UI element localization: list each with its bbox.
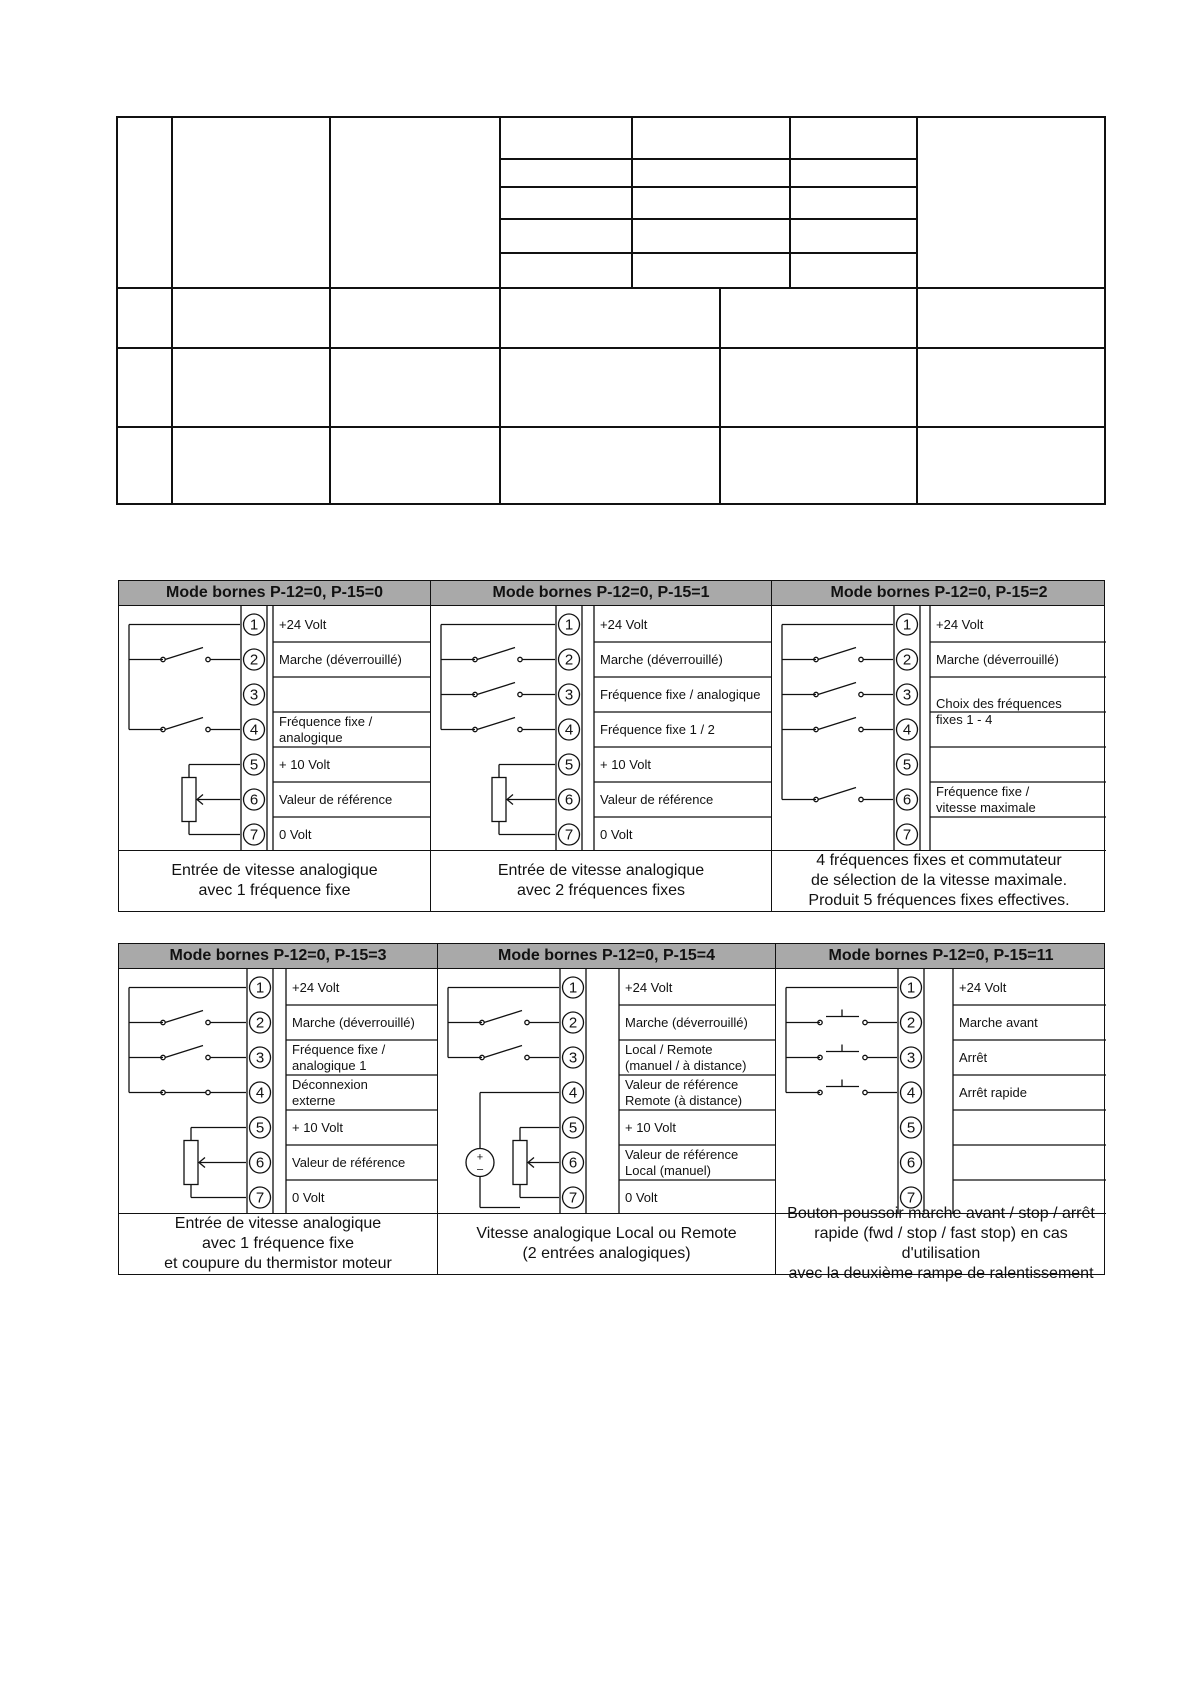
mode-title: Mode bornes P-12=0, P-15=0 <box>119 581 431 605</box>
terminal-label: + 10 Volt <box>625 1119 676 1135</box>
terminal-label: Marche (déverrouillé) <box>292 1014 415 1030</box>
terminal-number: 4 <box>902 721 912 739</box>
terminal-label: Valeur de référence <box>600 791 714 807</box>
switch-lever <box>165 1046 203 1058</box>
terminal-label: + 10 Volt <box>292 1119 343 1135</box>
mode-title: Mode bornes P-12=0, P-15=2 <box>830 584 1048 601</box>
terminal-number: 5 <box>564 756 574 774</box>
terminal-label: Marche (déverrouillé) <box>279 651 402 667</box>
terminal-label: Local / Remote (manuel / à distance) <box>625 1041 747 1073</box>
minus-sign: – <box>476 1163 484 1176</box>
table-cell <box>917 288 1105 348</box>
contact <box>206 657 210 661</box>
terminal-number: 2 <box>255 1014 265 1032</box>
terminal-number: 5 <box>568 1119 578 1137</box>
terminal-number: 1 <box>902 616 912 634</box>
switch-lever <box>484 1046 522 1058</box>
terminal-number: 4 <box>255 1084 265 1102</box>
mode-caption: Vitesse analogique Local ou Remote (2 entrées analogiques) <box>438 1213 775 1274</box>
terminal-number: 1 <box>568 979 578 997</box>
terminal-label: Arrêt rapide <box>959 1084 1027 1100</box>
terminal-label: Fréquence fixe / analogique 1 <box>292 1041 386 1073</box>
contact <box>859 797 863 801</box>
terminal-number: 4 <box>564 721 574 739</box>
table-cell <box>500 219 632 253</box>
terminal-label: Fréquence fixe / analogique <box>279 713 373 745</box>
mode-title: Mode bornes P-12=0, P-15=11 <box>828 947 1054 964</box>
wiring-column <box>119 605 431 911</box>
terminal-number: 3 <box>255 1049 265 1067</box>
contact <box>525 1055 529 1059</box>
table-cell <box>172 288 330 348</box>
terminal-number: 3 <box>568 1049 578 1067</box>
terminal-number: 7 <box>906 1189 916 1207</box>
terminal-label: + 10 Volt <box>600 756 651 772</box>
table-cell <box>172 348 330 426</box>
terminal-label: 0 Volt <box>625 1189 658 1205</box>
contact <box>206 1020 210 1024</box>
table-cell <box>500 348 720 426</box>
wiring-panel-1 <box>118 580 1105 912</box>
potentiometer <box>492 778 506 822</box>
potentiometer <box>184 1141 198 1185</box>
plus-sign: + <box>476 1151 484 1164</box>
table-cell <box>500 117 632 159</box>
contact <box>525 1020 529 1024</box>
terminal-label: +24 Volt <box>292 979 340 995</box>
table-cell <box>790 219 917 253</box>
table-cell <box>632 117 790 159</box>
terminal-number: 3 <box>902 686 912 704</box>
terminal-label: 0 Volt <box>279 826 312 842</box>
mode-caption: Entrée de vitesse analogique avec 2 fréquences fixes <box>431 850 771 911</box>
terminal-number: 7 <box>902 826 912 844</box>
terminal-label: Valeur de référence <box>292 1154 406 1170</box>
mode-caption: Entrée de vitesse analogique avec 1 fréquence fixe et coupure du thermistor moteur <box>119 1213 437 1274</box>
switch-lever <box>818 683 856 695</box>
terminal-label: +24 Volt <box>959 979 1007 995</box>
switch-lever <box>165 1011 203 1023</box>
wiring-column <box>772 605 1106 911</box>
terminal-number: 5 <box>902 756 912 774</box>
contact <box>863 1055 867 1059</box>
terminal-label: +24 Volt <box>600 616 648 632</box>
terminal-label: 0 Volt <box>292 1189 325 1205</box>
terminal-label: Marche (déverrouillé) <box>936 651 1059 667</box>
table-cell <box>330 427 500 504</box>
contact <box>859 727 863 731</box>
terminal-label: Fréquence fixe 1 / 2 <box>600 721 715 737</box>
panel-header-row <box>119 581 1104 606</box>
terminal-label: Choix des fréquences fixes 1 - 4 <box>936 696 1062 727</box>
terminal-label: Valeur de référence <box>279 791 393 807</box>
terminal-number: 2 <box>568 1014 578 1032</box>
terminal-label: Valeur de référence Remote (à distance) <box>625 1076 743 1108</box>
terminal-number: 7 <box>255 1189 265 1207</box>
terminal-label: Fréquence fixe / vitesse maximale <box>936 783 1036 815</box>
terminal-number: 2 <box>906 1014 916 1032</box>
table-cell <box>330 348 500 426</box>
terminal-label: Déconnexion externe <box>292 1076 368 1108</box>
potentiometer <box>513 1141 527 1185</box>
table-cell <box>720 427 917 504</box>
terminal-number: 4 <box>568 1084 578 1102</box>
table-cell <box>500 288 720 348</box>
contact <box>206 1055 210 1059</box>
table-cell <box>917 427 1105 504</box>
terminal-number: 7 <box>568 1189 578 1207</box>
terminal-label: +24 Volt <box>279 616 327 632</box>
terminal-number: 1 <box>249 616 259 634</box>
contact <box>863 1090 867 1094</box>
wiring-column <box>431 605 772 911</box>
terminal-number: 1 <box>255 979 265 997</box>
switch-lever <box>165 648 203 660</box>
wiring-column <box>776 968 1106 1282</box>
contact <box>518 727 522 731</box>
table-cell <box>720 288 917 348</box>
terminal-label: +24 Volt <box>625 979 673 995</box>
terminal-number: 3 <box>906 1049 916 1067</box>
table-cell <box>500 253 632 288</box>
terminal-number: 6 <box>564 791 574 809</box>
switch-lever <box>484 1011 522 1023</box>
terminal-number: 2 <box>902 651 912 669</box>
table-cell <box>500 427 720 504</box>
switch-lever <box>818 788 856 800</box>
table-cell <box>720 348 917 426</box>
contact <box>859 657 863 661</box>
terminal-number: 6 <box>568 1154 578 1172</box>
table-cell <box>632 219 790 253</box>
table-cell <box>632 159 790 187</box>
mode-title: Mode bornes P-12=0, P-15=1 <box>431 581 772 605</box>
table-cell <box>500 187 632 218</box>
table-cell <box>330 288 500 348</box>
contact <box>518 692 522 696</box>
terminal-number: 7 <box>564 826 574 844</box>
terminal-label: Valeur de référence Local (manuel) <box>625 1146 739 1178</box>
terminal-label: Marche (déverrouillé) <box>625 1014 748 1030</box>
terminal-number: 4 <box>249 721 259 739</box>
table-cell <box>790 253 917 288</box>
terminal-number: 6 <box>902 791 912 809</box>
terminal-number: 3 <box>249 686 259 704</box>
switch-lever <box>165 718 203 730</box>
table-cell <box>632 253 790 288</box>
terminal-number: 2 <box>249 651 259 669</box>
switch-lever <box>818 648 856 660</box>
terminal-label: + 10 Volt <box>279 756 330 772</box>
contact <box>206 1090 210 1094</box>
potentiometer <box>182 778 196 822</box>
contact <box>863 1020 867 1024</box>
terminal-number: 1 <box>564 616 574 634</box>
switch-lever <box>818 718 856 730</box>
mode-caption: 4 fréquences fixes et commutateur de sélection de la vitesse maximale. Produit 5 fréquences fixes effectives. <box>772 850 1106 911</box>
wiring-column <box>119 968 438 1274</box>
terminal-label: Fréquence fixe / analogique <box>600 686 761 702</box>
table-cell <box>790 159 917 187</box>
contact <box>518 657 522 661</box>
table-cell <box>500 159 632 187</box>
terminal-label: Marche (déverrouillé) <box>600 651 723 667</box>
table-cell <box>117 427 172 504</box>
terminal-number: 3 <box>564 686 574 704</box>
contact <box>206 727 210 731</box>
terminal-number: 1 <box>906 979 916 997</box>
table-cell <box>172 117 330 288</box>
terminal-label: +24 Volt <box>936 616 984 632</box>
empty-parameter-table <box>116 116 1106 505</box>
panel-header-row <box>119 944 1104 969</box>
terminal-label: Arrêt <box>959 1049 988 1065</box>
terminal-number: 5 <box>255 1119 265 1137</box>
contact <box>859 692 863 696</box>
table-cell <box>917 348 1105 426</box>
switch-lever <box>477 648 515 660</box>
wiring-column <box>438 968 776 1274</box>
terminal-number: 6 <box>255 1154 265 1172</box>
terminal-label: Marche avant <box>959 1014 1038 1030</box>
wiring-panel-2 <box>118 943 1105 1282</box>
table-cell <box>330 117 500 288</box>
table-cell <box>117 117 172 288</box>
terminal-number: 5 <box>249 756 259 774</box>
mode-title: Mode bornes P-12=0, P-15=3 <box>119 944 438 968</box>
mode-title: Mode bornes P-12=0, P-15=4 <box>438 944 776 968</box>
terminal-number: 6 <box>249 791 259 809</box>
terminal-label: 0 Volt <box>600 826 633 842</box>
switch-lever <box>477 683 515 695</box>
terminal-number: 7 <box>249 826 259 844</box>
table-cell <box>790 187 917 218</box>
table-cell <box>632 187 790 218</box>
terminal-number: 2 <box>564 651 574 669</box>
switch-lever <box>477 718 515 730</box>
table-cell <box>917 117 1105 288</box>
mode-caption: Entrée de vitesse analogique avec 1 fréquence fixe <box>119 850 430 911</box>
table-cell <box>117 288 172 348</box>
table-cell <box>117 348 172 426</box>
table-cell <box>172 427 330 504</box>
terminal-number: 6 <box>906 1154 916 1172</box>
table-cell <box>790 117 917 159</box>
mode-caption: Bouton-poussoir marche avant / stop / arrêt rapide (fwd / stop / fast stop) en cas d'utilisation avec la deuxième rampe de ralentissement <box>776 1213 1106 1274</box>
terminal-number: 4 <box>906 1084 916 1102</box>
terminal-number: 5 <box>906 1119 916 1137</box>
